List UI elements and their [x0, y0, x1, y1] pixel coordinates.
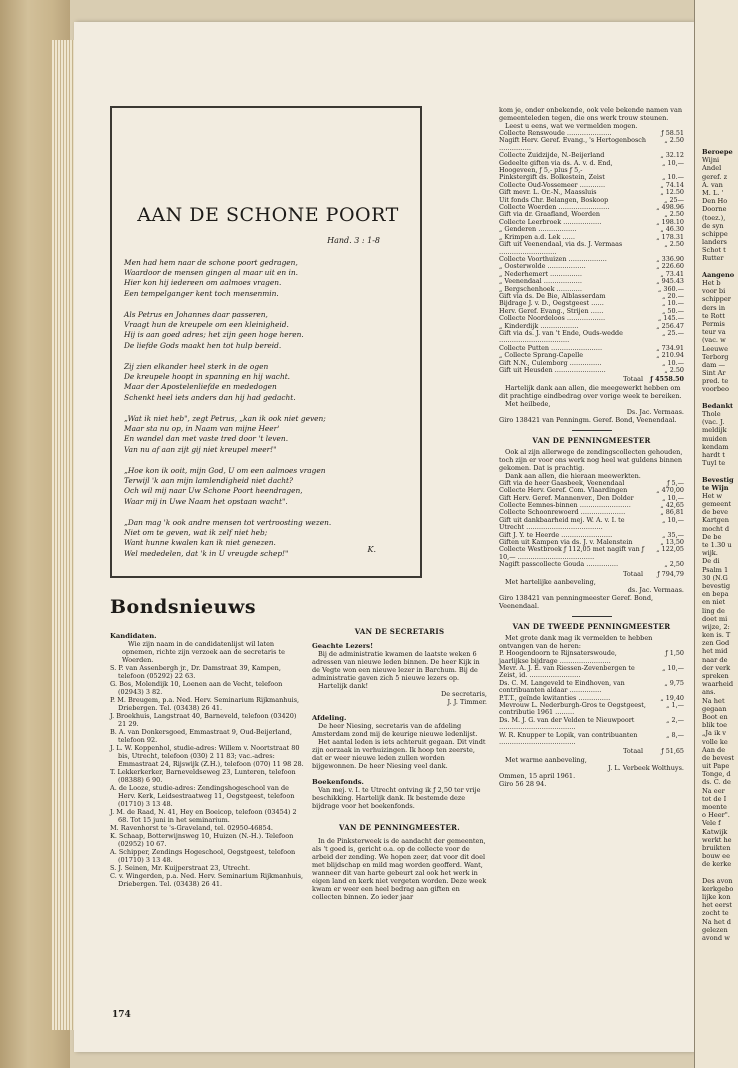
- next-page-line: werkt he: [702, 835, 732, 844]
- ledger-label: W. R. Knupper te Lopik, van contribuanten ………………………………: [499, 730, 638, 746]
- ledger-label: Pinkstergift ds. Bolkestein, Zeist: [499, 173, 605, 182]
- kandidaat-entry: M. Ravenhorst te 's-Graveland, tel. 02950-46854.: [110, 824, 273, 832]
- next-page-line: lijke kon: [702, 893, 731, 902]
- ledger-amount: „ 9,75: [664, 678, 684, 687]
- kandidaat-entry: P. M. Breugem, p.a. Ned. Herv. Seminarium Rijkmanhuis, Driebergen. Tel. (03438) 26 41.: [110, 696, 300, 712]
- next-page-line: Terborg: [702, 352, 729, 361]
- penningmeester-b-heading: VAN DE PENNINGMEESTER: [532, 435, 651, 445]
- ledger-amount: „ 25—: [664, 195, 684, 204]
- next-page-line: te Wijn: [702, 483, 729, 492]
- kandidaten-section: [110, 632, 305, 888]
- ledger-amount: „ 10.—: [662, 299, 684, 308]
- poem-stanza: „Hoe kon ik ooit, mijn God, U om een aalmoes vragen Terwijl 'k aan mijn lamlendigheid niet dacht? Och wil mij naar Uw Schone Poort heendragen, Waar mij in Uwe Naam het opstaan wacht".: [124, 466, 326, 506]
- ledger-amount: „ 256.47: [656, 321, 684, 330]
- penningmeester-c-signer: J. L. Verbeek Wolthuys.: [608, 763, 684, 772]
- ledger-amount: „ 1,—: [666, 700, 684, 709]
- penningmeester-b-total: Totaal ƒ 794,79: [623, 569, 684, 578]
- ledger-amount: „ 35,—: [662, 530, 684, 539]
- ledger-row: [499, 160, 684, 175]
- bondsnieuws-title: Bondsnieuws: [110, 596, 257, 618]
- next-page-line: Vele f: [702, 819, 721, 828]
- ledger-row: [499, 702, 684, 717]
- next-page-line: voorbeo: [702, 385, 729, 394]
- next-page-line: Doorne: [702, 205, 727, 214]
- ledger-amount: „ 10,—: [662, 663, 684, 672]
- ledger-amount: „ 20.—: [662, 291, 684, 300]
- ledger-row: [499, 717, 684, 732]
- poem-title: AAN DE SCHONE POORT: [137, 204, 399, 226]
- afdeling-body-1: De heer Niesing, secretaris van de afdeling Amsterdam zond mij de keurige nieuwe ledenlijst.: [312, 722, 478, 738]
- next-page-line: bruikten: [702, 843, 731, 852]
- next-page-line: [702, 869, 738, 877]
- next-page-line: ans.: [702, 688, 716, 697]
- kandidaat-entry: G. Bos, Molendijk 10, Loenen aan de Vecht, telefoon (02943) 3 82.: [110, 680, 283, 696]
- next-page-line: mocht d: [702, 524, 730, 533]
- next-page-line: (vac. J.: [702, 418, 725, 427]
- ledger-label: Collecte Eemnes-binnen ……………………: [499, 501, 631, 510]
- next-page-line: geref. z: [702, 172, 728, 181]
- ledger-amount: „ 10,—: [662, 515, 684, 524]
- penningmeester-b-intro: Ook al zijn allerwege de zendingscollecten gehouden, toch zijn er voor ons werk nog heel wat guldens binnen gekomen. Dat is prachtig.: [499, 447, 683, 472]
- next-page-line: te 1.30 u: [702, 541, 732, 549]
- ledger-amount: „ 32.12: [660, 151, 684, 160]
- ledger-label: „ Oosterwolde ………………: [499, 262, 586, 271]
- penningmeester-a-body: In de Pinksterweek is de aandacht der gemeenten, als 't goed is, gericht o.a. op de collecte voor de arbeid der zending. We hopen zeer, dat voor dit doel met blijdschap en mild mag worden geofferd. Want, wanneer dit van harte gebeurt zal ook het werk in eigen land en kerk niet vergeten worden. Deze week kwam er weer een heel bedrag aan giften en collecten binnen. Zo ieder jaar: [312, 837, 487, 901]
- poem-frame: [110, 106, 422, 578]
- right-column: [499, 106, 684, 788]
- penningmeester-a-heading: VAN DE PENNINGMEESTER.: [339, 823, 460, 832]
- ledger-amount: „ 12.50: [660, 188, 684, 197]
- ledger-amount: „ 42,65: [660, 501, 684, 510]
- ledger-amount: „ 19,40: [660, 693, 684, 702]
- ledger-label: Gift via ds. J. van 't Ende, Ouds-wedde ……………………………: [499, 328, 623, 345]
- next-page-line: gegaan: [702, 704, 727, 713]
- next-page-line: Kartgen: [702, 516, 730, 525]
- next-page-line: Permis: [702, 319, 725, 328]
- next-page-line: Beroepe: [702, 148, 733, 156]
- next-page-line: blik toe: [702, 721, 728, 730]
- ledger-row: [499, 732, 684, 747]
- ledger-row: [499, 650, 684, 665]
- ledger-label: Gift via de heer Gaasbeek, Veenendaal: [499, 478, 625, 487]
- giften-intro-2: Leest u eens, wat we vermelden mogen.: [505, 122, 638, 130]
- next-page-line: Bedankt: [702, 401, 734, 410]
- ledger-amount: „ 734.91: [656, 343, 684, 352]
- next-page-line: en niet: [702, 598, 726, 607]
- next-page-line: het eerst: [702, 901, 732, 910]
- next-page-line: [702, 394, 738, 402]
- next-page-line: kendam: [702, 442, 729, 451]
- kandidaat-entry: J. M. de Raad, N. 41, Hey en Boeicop, telefoon (03454) 2 68. Tot 15 juni in het seminarium.: [110, 808, 297, 824]
- next-page-line: o Heer".: [702, 811, 730, 820]
- ledger-amount: „ 945.43: [656, 277, 684, 286]
- ledger-row: [499, 241, 684, 256]
- ledger-label: Gift via ds. De Bie, Alblasserdam: [499, 291, 606, 300]
- next-page-line: A. van: [702, 180, 723, 189]
- kandidaat-entry: A. Schipper, Zendings Hogeschool, Oegstgeest, telefoon (01710) 3 13 48.: [110, 848, 296, 864]
- next-page-text: [702, 148, 738, 942]
- ledger-amount: „ 122,05: [656, 545, 684, 554]
- ledger-label: „ Nederhemert ……………: [499, 269, 582, 278]
- ledger-label: Collecte Noordeloos ………………: [499, 314, 606, 323]
- ledger-amount: „ 50.—: [662, 306, 684, 315]
- next-page-line: Sint Ar: [702, 369, 726, 378]
- ledger-label: Gift Herv. Geref. Mannenver., Den Dolder: [499, 493, 634, 502]
- poem-stanza: „Dan mag 'k ook andre mensen tot vertroosting wezen. Niet om te geven, wat ik zelf niet heb; Want hunne kwalen kan ik niet genezen. Wel mededelen, dat 'k in U vreugde schep!": [124, 518, 332, 558]
- ledger-amount: „ 2.50: [664, 240, 684, 249]
- ledger-label: Ds. M. J. G. van der Velden te Nieuwpoort ………………………………: [499, 715, 635, 732]
- ledger-amount: „ 10.—: [662, 173, 684, 182]
- next-page-line: (toez.),: [702, 213, 726, 222]
- next-page-line: de bevest: [702, 753, 735, 762]
- secretaris-sign-name: J. J. Timmer.: [447, 698, 487, 706]
- penningmeester-c-heading: VAN DE TWEEDE PENNINGMEESTER: [512, 622, 671, 632]
- next-page-line: ken is. T: [702, 631, 731, 640]
- next-page-line: Katwijk: [702, 827, 728, 836]
- next-page-line: De be: [702, 532, 722, 541]
- next-page-line: doet mi: [702, 614, 728, 623]
- next-page-line: de syn: [702, 221, 724, 230]
- next-page-line: Boot en: [702, 712, 728, 721]
- gachte-heading: Geachte Lezers!: [312, 642, 374, 650]
- next-page-line: Tuyl te: [702, 459, 726, 468]
- ledger-amount: „ 10.—: [662, 358, 684, 367]
- ledger-amount: „ 8,—: [666, 730, 684, 739]
- ledger-row: [499, 680, 684, 695]
- ledger-label: Giften uit Kampen via ds. J. v. Malenstein: [499, 538, 633, 547]
- next-page-line: Na het: [702, 696, 725, 705]
- boekenfonds-heading: Boekenfonds.: [312, 778, 364, 786]
- ledger-row: [499, 330, 684, 345]
- secretaris-sign-title: De secretaris,: [441, 690, 487, 698]
- next-page-fragment: [694, 0, 738, 1068]
- divider: [572, 430, 612, 431]
- next-page-line: pred. te: [702, 377, 729, 386]
- next-page-line: ders in: [702, 303, 726, 312]
- ledger-label: Ds. C. M. Langeveld te Eindhoven, van contribuanten aldaar ……………: [499, 678, 625, 695]
- next-page-line: kerkgebo: [702, 884, 734, 893]
- next-page-line: der verk: [702, 663, 731, 672]
- next-page-line: Wijni: [702, 156, 720, 165]
- next-page-line: wijk.: [702, 549, 718, 558]
- ledger-amount: „ 2,—: [666, 715, 684, 724]
- next-page-line: Het w: [702, 491, 723, 500]
- ledger-label: Nagift Herv. Geref. Evang., 's Hertogenbosch ……………: [499, 136, 646, 152]
- ledger-label: P.T.T., geïnde kwitanties ……………: [499, 693, 611, 702]
- ledger-row: [499, 367, 684, 374]
- next-page-line: (vac. w: [702, 336, 726, 345]
- ledger-amount: „ 178.31: [656, 232, 684, 241]
- poem-stanza: „Wat ik niet heb", zegt Petrus, „kan ik ook niet geven; Maar sta nu op, in Naam van mijne Heer' En wandel dan met vaste tred door 't leven. Van nu af aan zijt gij niet kreupel meer!": [124, 414, 326, 454]
- ledger-label: „ Veenendaal ………………: [499, 277, 583, 286]
- ledger-label: Herv. Geref. Evang., Strijen ……: [499, 306, 604, 315]
- giften-signer: Ds. Jac. Vermaas.: [626, 407, 684, 416]
- next-page-line: [702, 467, 738, 475]
- kandidaat-entry: K. Schaap, Botterwijnsweg 10, Huizen (N.-H.). Telefoon (02952) 10 67.: [110, 832, 294, 848]
- ledger-label: Collecte Oud-Vossemeer …………: [499, 180, 606, 189]
- ledger-label: „ Kinderdijk ………………: [499, 321, 579, 330]
- next-page-line: meldijk: [702, 426, 727, 435]
- next-page-line: Thole: [702, 410, 721, 418]
- ledger-label: P. Hoogendoorn te Rijnsaterswoude, jaarlijkse bijdrage ……………………: [499, 649, 617, 665]
- ledger-label: „ Krimpen a.d. Lek ……: [499, 232, 576, 241]
- next-page-line: Na het d: [702, 917, 731, 926]
- next-page-line: uit Pape: [702, 762, 730, 771]
- kandidaten-heading: Kandidaten.: [110, 632, 157, 640]
- ledger-amount: „ 74.14: [660, 180, 684, 189]
- ledger-amount: „ 73.41: [660, 269, 684, 278]
- next-page-line: het mid: [702, 647, 728, 656]
- ledger-label: Collecte Voorthuizen ………………: [499, 254, 607, 263]
- afdeling-heading: Afdeling.: [312, 714, 347, 722]
- kandidaat-entry: S. P. van Assenbergh jr., Dr. Damstraat 39, Kampen, telefoon (05292) 22 63.: [110, 664, 281, 680]
- boekenfonds-body: Van mej. v. I. te Utrecht ontving ik ƒ 2,50 ter vrije beschikking. Hartelijk dank. Ik bestemde deze bijdrage voor het boekenfonds.: [312, 786, 481, 810]
- next-page-line: Tonge, d: [702, 770, 731, 779]
- next-page-line: schipper: [702, 295, 731, 304]
- next-page-line: de beve: [702, 508, 728, 517]
- kandidaat-entry: J. Broekhuis, Langstraat 40, Barneveld, telefoon (03420) 21 29.: [110, 712, 297, 728]
- ledger-amount: „ 2.50: [664, 136, 684, 145]
- kandidaten-intro: Wie zijn naam in de candidatenlijst wil laten opnemen, richte zijn verzoek aan de secretaris te Woerden.: [122, 640, 285, 664]
- ledger-label: Gedeelte giften via ds. A. v. d. End, Hoogeveen, ƒ 5,- plus ƒ 5,-: [499, 158, 613, 175]
- ledger-label: Bijdrage J. v. D., Oegstgeest ……: [499, 299, 604, 308]
- next-page-line: Bevestig: [702, 475, 734, 484]
- poem-stanza: Men had hem naar de schone poort gedragen, Waardoor de mensen gingen al maar uit en in. Hier kon hij iedereen om aalmoes vragen. Een tempelganger kent toch mensenmin.: [124, 258, 298, 298]
- ledger-label: Gift N.N., Culemborg ……………: [499, 358, 602, 367]
- next-page-line: Aangeno: [702, 270, 735, 279]
- ledger-label: Uit fonds Chr. Belangen, Boskoop: [499, 195, 609, 204]
- next-page-line: spreken: [702, 672, 729, 680]
- next-page-line: naar de: [702, 655, 728, 664]
- kandidaat-entry: S. J. Seinen, Mr. Kuijperstraat 23, Utrecht.: [110, 864, 251, 872]
- page-edges: [52, 40, 74, 1030]
- penningmeester-b-ledger: [499, 480, 684, 569]
- ledger-amount: „ 226.60: [656, 262, 684, 271]
- ledger-amount: „ 10,—: [662, 158, 684, 167]
- next-page-line: „Ja ik v: [702, 729, 727, 738]
- ledger-label: Collecte Zuidzijde, N.-Beijerland: [499, 151, 605, 160]
- penningmeester-b-giro: Giro 138421 van penningmeester Geref. Bond, Veenendaal.: [499, 594, 654, 611]
- poem-stanza: Als Petrus en Johannes daar passeren, Vraagt hun de kreupele om een kleinigheid. Hij is aan goed adres; het zijn geen hoge heren. De liefde Gods maakt hen tot hulp bereid.: [124, 310, 304, 350]
- ledger-label: Mevr. A. J. E. van Riessen-Zevenbergen te Zeist, id. ……………………: [499, 663, 635, 680]
- ledger-amount: „ 13,50: [660, 538, 684, 547]
- ledger-row: [499, 665, 684, 680]
- giften-greeting: Met heilbede,: [505, 399, 551, 408]
- kandidaat-entry: A. de Looze, studie-adres: Zendingshogeschool van de Herv. Kerk, Leidsestraatweg 11, Oegstgeest, telefoon (01710) 3 13 48.: [110, 784, 295, 808]
- next-page-line: gelezen: [702, 925, 728, 934]
- giften-total: Totaal ƒ 4558.50: [623, 375, 684, 384]
- ledger-amount: „ 2.50: [664, 210, 684, 219]
- book-spine: [0, 0, 70, 1068]
- next-page-line: zocht te: [702, 909, 729, 918]
- poem-signature: K.: [367, 545, 376, 554]
- penningmeester-c-total: Totaal ƒ 51,65: [623, 747, 684, 756]
- ledger-amount: „ 470,00: [656, 486, 684, 495]
- ledger-label: Gift mevr. L. Or.-N., Maassluis: [499, 188, 597, 197]
- next-page-line: wijze, 2:: [702, 622, 730, 631]
- next-page-line: De di: [702, 557, 720, 566]
- next-page-line: Leeuwe: [702, 344, 728, 353]
- next-page-line: bevestig: [702, 581, 731, 590]
- ledger-amount: „ 336.90: [656, 254, 684, 263]
- ledger-amount: „ 2.50: [664, 366, 684, 374]
- poem-reference: Hand. 3 : 1-8: [327, 236, 380, 245]
- ledger-amount: ƒ 58.51: [661, 129, 684, 137]
- next-page-line: schippe: [702, 229, 728, 238]
- ledger-label: „ Genderen ………………: [499, 225, 577, 234]
- ledger-row: [499, 137, 684, 152]
- giften-giro: Giro 138421 van Penningm. Geref. Bond, Veenendaal.: [499, 415, 677, 424]
- kandidaat-entry: B. A. van Donkersgoed, Emmastraat 9, Oud-Beijerland, telefoon 92.: [110, 728, 292, 744]
- ledger-label: Nagift passcollecte Gouda ……………: [499, 560, 619, 569]
- next-page-line: voor bi: [702, 287, 726, 296]
- next-page-line: gemeent: [702, 500, 732, 509]
- ledger-label: „ Collecte Sprang-Capelle: [499, 351, 584, 360]
- ledger-label: Gift uit Heusden ……………………: [499, 366, 606, 374]
- ledger-label: Collecte Putten ……………………: [499, 343, 603, 352]
- next-page-line: bouw ee: [702, 852, 730, 861]
- divider: [572, 616, 612, 617]
- penningmeester-c-intro: Met grote dank mag ik vermelden te hebben ontvangen van de heren:: [499, 634, 653, 651]
- penningmeester-b-signer: ds. Jac. Vermaas.: [627, 586, 684, 595]
- ledger-label: Gift via dr. Graafland, Woerden: [499, 210, 601, 219]
- ledger-amount: „ 46.30: [660, 225, 684, 234]
- next-page-line: M. L. ': [702, 188, 724, 197]
- secretaris-heading: VAN DE SECRETARIS: [354, 627, 445, 636]
- ledger-label: Collecte Woerden ……………………: [499, 203, 610, 212]
- penningmeester-c-place-date: Ommen, 15 april 1961.: [499, 771, 576, 780]
- kandidaat-entry: J. L. W. Koppenhol, studie-adres: Willem v. Noortstraat 80 bis, Utrecht, telefoon (030) 2 11 83; vac.-adres: Emmastraat 24, Rijswijk (Z.H.), telefoon (070) 11 98 28.: [110, 744, 304, 768]
- next-page-line: Psalm 1: [702, 565, 729, 574]
- next-page-line: waarheid: [702, 680, 734, 689]
- ledger-label: Collecte Leerbroek ………………: [499, 217, 602, 226]
- ledger-label: Collecte Westbroek ƒ 112,05 met nagift van ƒ 10,— ………………………………: [499, 545, 645, 561]
- ledger-amount: „ 10,—: [662, 493, 684, 502]
- ledger-amount: „ 25.—: [662, 328, 684, 337]
- ledger-label: Gift uit dankbaarheid mej. W. A. v. I. te Utrecht ………………………………: [499, 515, 625, 532]
- secretaris-section: [312, 628, 487, 901]
- ledger-amount: „ 360.—: [658, 284, 684, 293]
- next-page-line: Na eer: [702, 786, 725, 795]
- kandidaat-entry: C. v. Wingerden, p.a. Ned. Herv. Seminarium Rijkmanhuis, Driebergen. Tel. (03438) 26 41.: [110, 872, 304, 888]
- ledger-label: Gift uit Veenendaal, via ds. J. Vermaas ………………………: [499, 240, 623, 256]
- ledger-amount: „ 86,81: [660, 508, 684, 517]
- next-page-line: zen God: [702, 639, 730, 648]
- next-page-line: en bepa: [702, 590, 729, 599]
- ledger-amount: ƒ 5,—: [667, 478, 684, 487]
- next-page-line: volle ke: [702, 737, 728, 746]
- ledger-amount: „ 145.—: [658, 314, 684, 323]
- next-page-line: [702, 263, 738, 271]
- next-page-line: hardt t: [702, 450, 725, 459]
- ledger-row: [499, 561, 684, 568]
- next-page-line: landers: [702, 238, 727, 247]
- next-page-line: Rutter: [702, 254, 724, 263]
- ledger-amount: „ 498.96: [656, 203, 684, 212]
- next-page-line: teur va: [702, 328, 726, 337]
- kandidaat-entry: T. Lekkerkerker, Barneveldseweg 23, Lunteren, telefoon (08388) 6 90.: [110, 768, 296, 784]
- next-page-line: dam —: [702, 360, 726, 369]
- next-page-line: Schot t: [702, 246, 726, 255]
- ledger-label: Collecte Renswoude …………………: [499, 129, 612, 137]
- left-page: [74, 22, 694, 1052]
- thanks-text: Hartelijk dank!: [318, 682, 369, 690]
- next-page-line: Het b: [702, 279, 721, 287]
- ledger-label: Collecte Schoonrewoerd …………………: [499, 508, 626, 517]
- penningmeester-b-greeting: Met hartelijke aanbeveling,: [505, 578, 596, 587]
- ledger-amount: „ 210.94: [656, 351, 684, 360]
- ledger-amount: „ 2,50: [664, 560, 684, 569]
- penningmeester-b-intro-2: Dank aan allen, die hieraan meewerkten.: [505, 471, 641, 480]
- penningmeester-c-greeting: Met warme aanbeveling,: [505, 755, 587, 764]
- next-page-line: Andel: [702, 164, 722, 173]
- giften-closing: Hartelijk dank aan allen, die meegewerkt hebben om dit prachtige eindbedrag over vorige week te bereiken.: [499, 383, 682, 400]
- afdeling-body-2: Het aantal leden is iets achteruit gegaan. Dit vindt zijn oorzaak in verhuizingen. Ik hoop ten zeerste, dat er weer nieuwe leden zullen worden bijgewonnen. De heer Niesing veel dank.: [312, 738, 486, 770]
- penningmeester-c-ledger: [499, 650, 684, 746]
- next-page-line: Des avon: [702, 876, 733, 885]
- penningmeester-c-giro: Giro 56 28 94.: [499, 779, 547, 788]
- next-page-line: muiden: [702, 434, 727, 443]
- next-page-line: te Rott: [702, 311, 725, 320]
- giften-intro: kom je, onder onbekende, ook vele bekende namen van gemeenteleden tegen, die ons werk trouw steunen.: [499, 106, 683, 122]
- next-page-line: tot de I: [702, 794, 727, 803]
- next-page-line: avond w: [702, 934, 730, 942]
- ledger-amount: ƒ 1,50: [665, 649, 684, 658]
- poem-stanza: Zij zien elkander heel sterk in de ogen De kreupele hoopt in spanning en hij wacht. Maar der Apostelenliefde en mededogen Schenkt heel iets anders dan hij had gedacht.: [124, 362, 296, 402]
- next-page-line: 30 (N.G: [702, 573, 728, 582]
- ledger-label: Mevrouw L. Nederburgh-Gros te Oegstgeest, contributie 1961 ………: [499, 700, 646, 717]
- next-page-line: ling de: [702, 606, 725, 615]
- next-page-line: moente: [702, 803, 727, 811]
- next-page-line: Aan de: [702, 745, 726, 754]
- ledger-row: [499, 546, 684, 561]
- next-page-line: Den Ho: [702, 197, 728, 206]
- next-page-line: ds. C. de: [702, 778, 731, 787]
- ledger-label: Gift J. Y. te Heerde ……………………: [499, 530, 613, 539]
- ledger-label: „ Bergschenhoek …………: [499, 284, 583, 293]
- gachte-body: Bij de administratie kwamen de laatste weken 6 adressen van nieuwe leden binnen. De heer Kijk in de Vegte won een nieuwe lezer in Barchum. Bij de administratie gaven zich 5 nieuwe lezers op.: [312, 650, 480, 682]
- page-number: 174: [112, 1010, 131, 1020]
- ledger-row: [499, 517, 684, 532]
- giften-ledger: [499, 130, 684, 374]
- ledger-amount: „ 198.10: [656, 217, 684, 226]
- next-page-line: de kerke: [702, 860, 732, 869]
- kandidaten-list: [110, 664, 305, 888]
- ledger-label: Collecte Herv. Geref. Com. Vlaardingen: [499, 486, 628, 495]
